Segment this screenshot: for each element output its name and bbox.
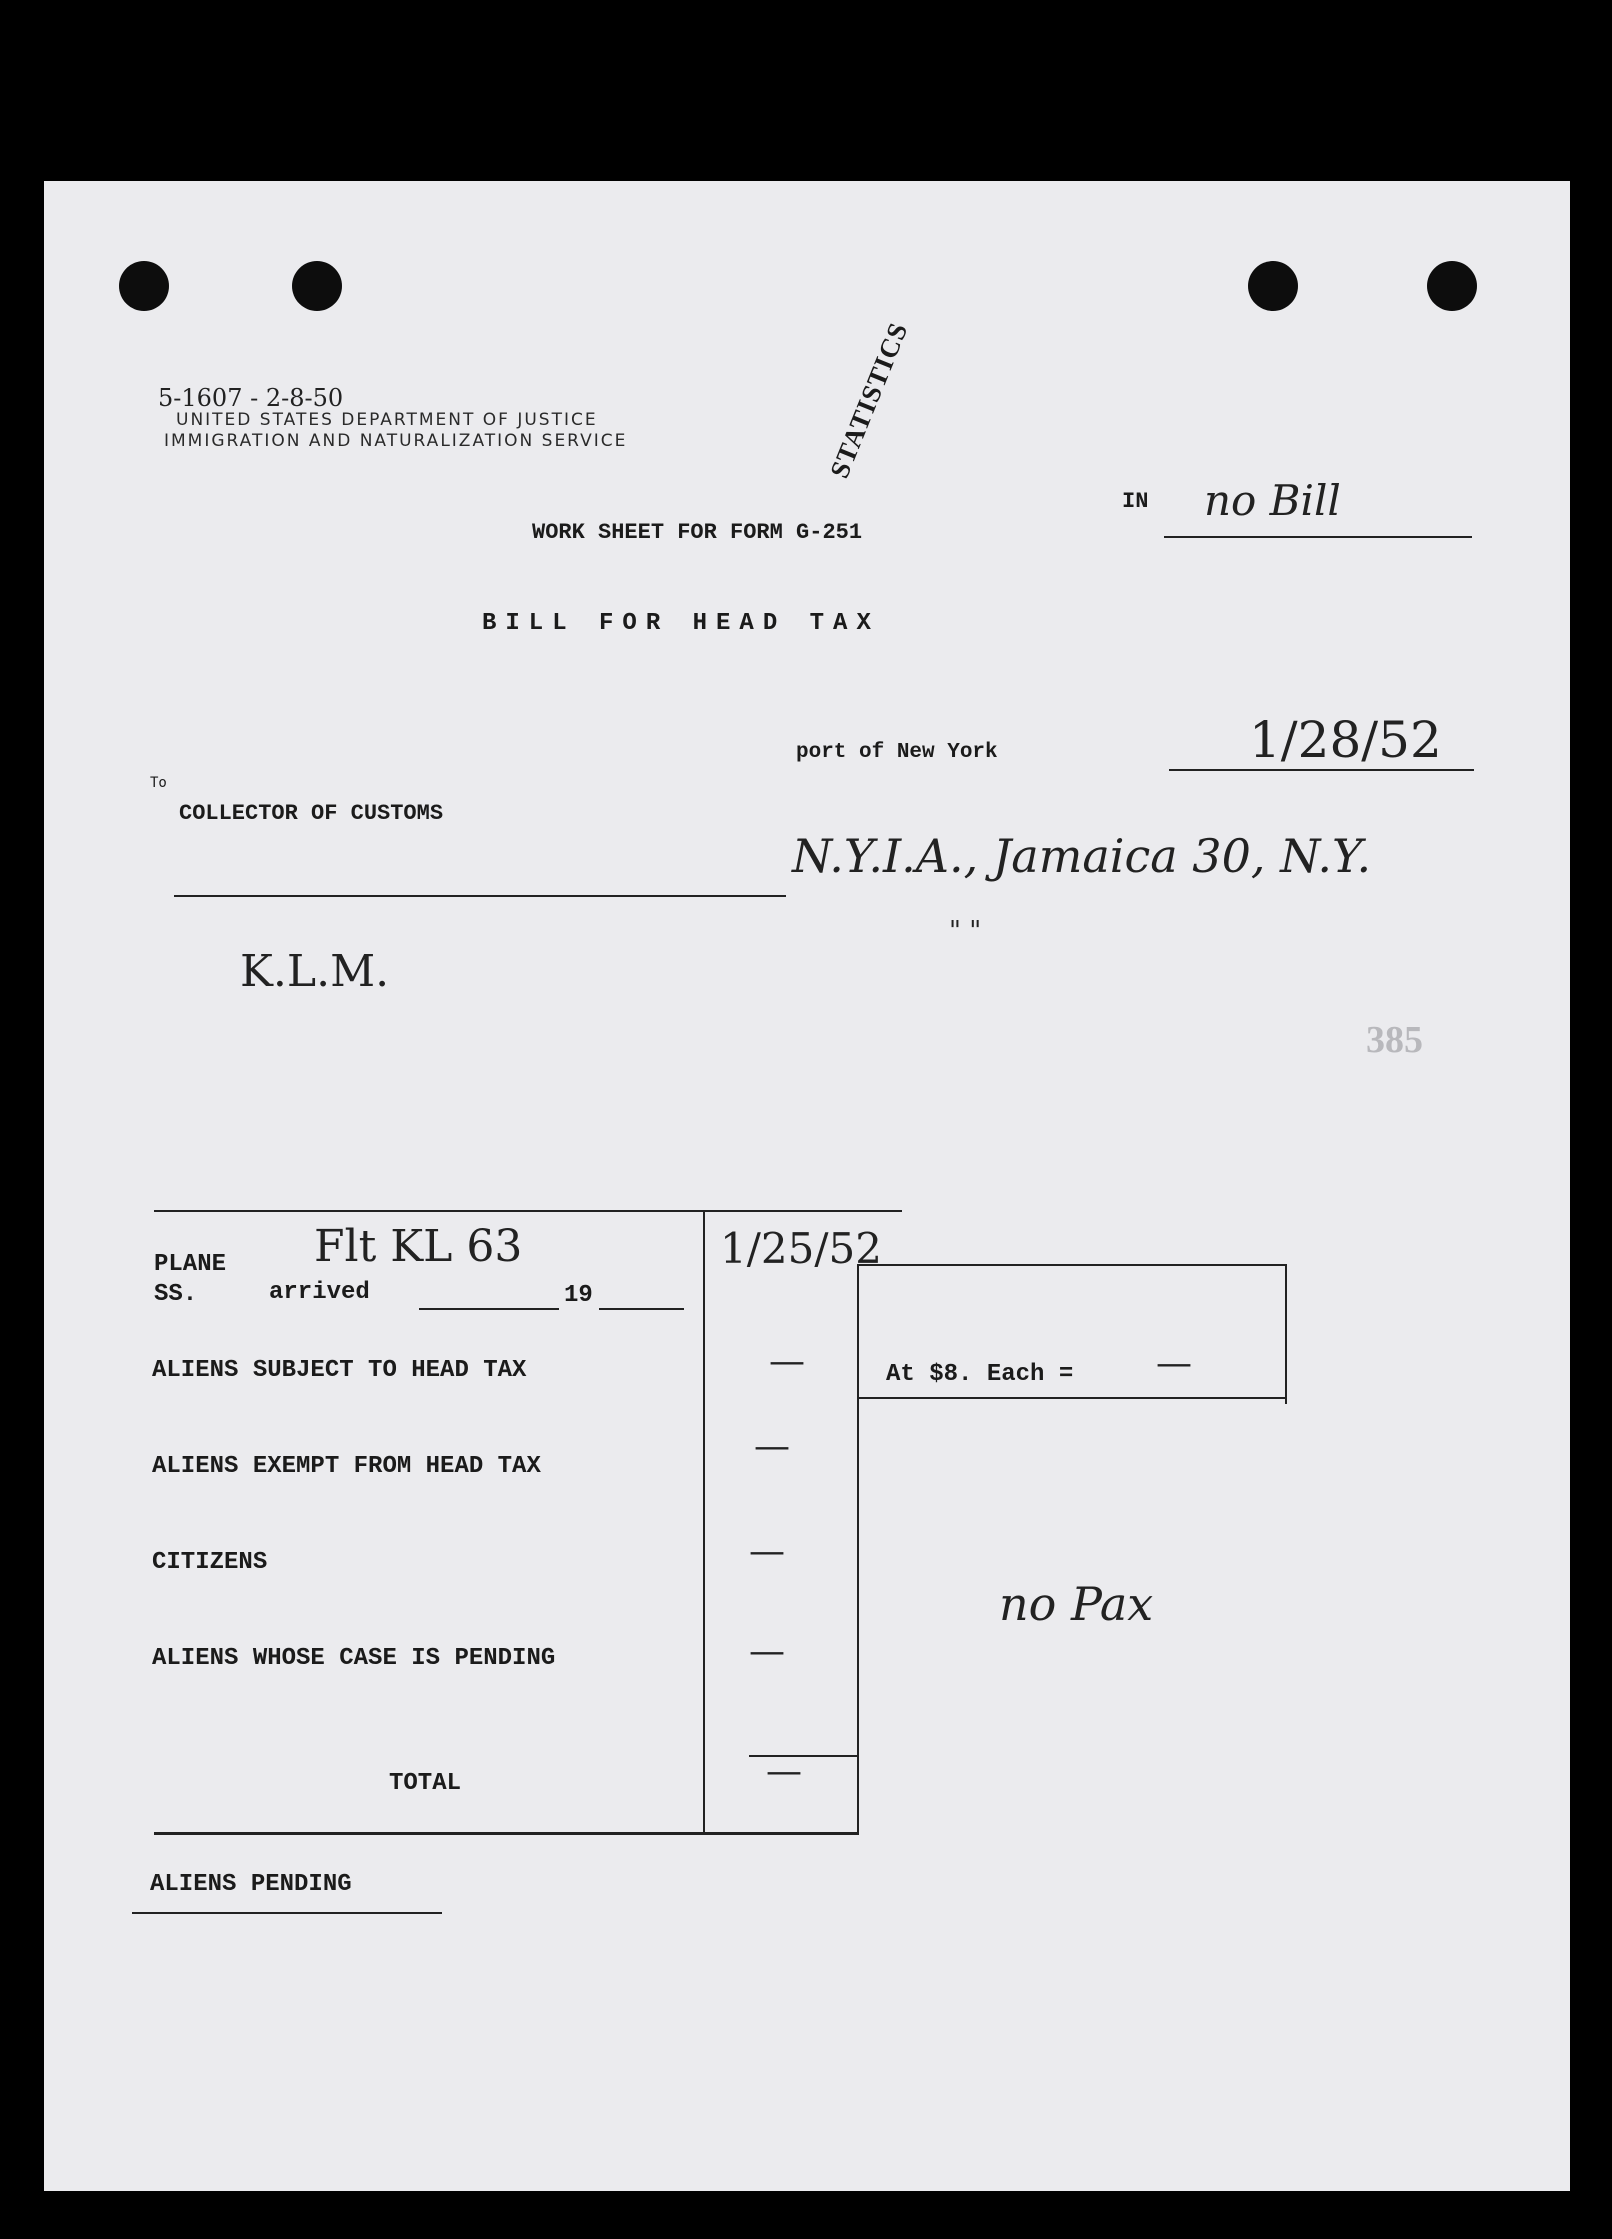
ss-label: SS. bbox=[154, 1281, 198, 1308]
plane-label: PLANE bbox=[154, 1251, 227, 1278]
flight-number: Flt KL 63 bbox=[314, 1221, 523, 1272]
table-top-border bbox=[154, 1210, 902, 1212]
table-column-divider bbox=[703, 1210, 705, 1833]
row-label-subject: ALIENS SUBJECT TO HEAD TAX bbox=[152, 1357, 527, 1384]
punch-hole bbox=[119, 261, 169, 311]
worksheet-title: WORK SHEET FOR FORM G-251 bbox=[532, 520, 863, 545]
rate-box-bottom bbox=[859, 1397, 1287, 1399]
to-label: To bbox=[150, 775, 167, 791]
arrived-label: arrived bbox=[269, 1279, 370, 1306]
no-pax-note: no Pax bbox=[999, 1577, 1154, 1631]
year-blank bbox=[599, 1308, 684, 1310]
collector-label: COLLECTOR OF CUSTOMS bbox=[179, 801, 444, 826]
statistics-stamp: STATISTICS bbox=[824, 317, 914, 483]
collector-underline bbox=[174, 895, 786, 897]
aliens-pending-label: ALIENS PENDING bbox=[150, 1871, 352, 1898]
collector-address: N.Y.I.A., Jamaica 30, N.Y. bbox=[792, 829, 1372, 883]
year-prefix: 19 bbox=[564, 1282, 593, 1309]
arrived-blank bbox=[419, 1308, 559, 1310]
row-value-subject: — bbox=[769, 1341, 805, 1382]
agency-line-2: IMMIGRATION AND NATURALIZATION SERVICE bbox=[164, 431, 628, 451]
arrival-date: 1/25/52 bbox=[720, 1224, 882, 1273]
bill-title: BILL FOR HEAD TAX bbox=[482, 610, 880, 637]
page-number: 385 bbox=[1366, 1019, 1423, 1061]
in-underline bbox=[1164, 536, 1472, 538]
table-right-border bbox=[857, 1264, 859, 1833]
bill-date: 1/28/52 bbox=[1249, 711, 1442, 769]
agency-line-1: UNITED STATES DEPARTMENT OF JUSTICE bbox=[176, 410, 598, 430]
punch-hole bbox=[1248, 261, 1298, 311]
aliens-pending-underline bbox=[132, 1912, 442, 1914]
row-label-exempt: ALIENS EXEMPT FROM HEAD TAX bbox=[152, 1453, 541, 1480]
rate-value: — bbox=[1156, 1343, 1192, 1384]
row-value-exempt: — bbox=[754, 1426, 790, 1467]
port-label: port of New York bbox=[796, 741, 998, 764]
rate-label: At $8. Each = bbox=[886, 1361, 1074, 1388]
total-value: — bbox=[766, 1751, 802, 1792]
rate-box-top bbox=[857, 1264, 1287, 1266]
in-value: no Bill bbox=[1204, 476, 1341, 525]
row-value-citizens: — bbox=[749, 1531, 785, 1572]
carrier-name: K.L.M. bbox=[240, 946, 390, 997]
row-label-citizens: CITIZENS bbox=[152, 1549, 268, 1576]
row-value-pending: — bbox=[749, 1631, 785, 1672]
date-underline bbox=[1169, 769, 1474, 771]
document-page bbox=[44, 181, 1570, 2191]
punch-hole bbox=[1427, 261, 1477, 311]
row-label-pending: ALIENS WHOSE CASE IS PENDING bbox=[152, 1645, 556, 1672]
table-bottom-border bbox=[154, 1832, 859, 1835]
rate-box-right bbox=[1285, 1264, 1287, 1404]
punch-hole bbox=[292, 261, 342, 311]
form-code: 5-1607 - 2-8-50 bbox=[158, 384, 344, 412]
total-label: TOTAL bbox=[389, 1770, 462, 1797]
in-label: IN bbox=[1122, 489, 1149, 514]
ditto-marks: " " bbox=[949, 916, 982, 946]
